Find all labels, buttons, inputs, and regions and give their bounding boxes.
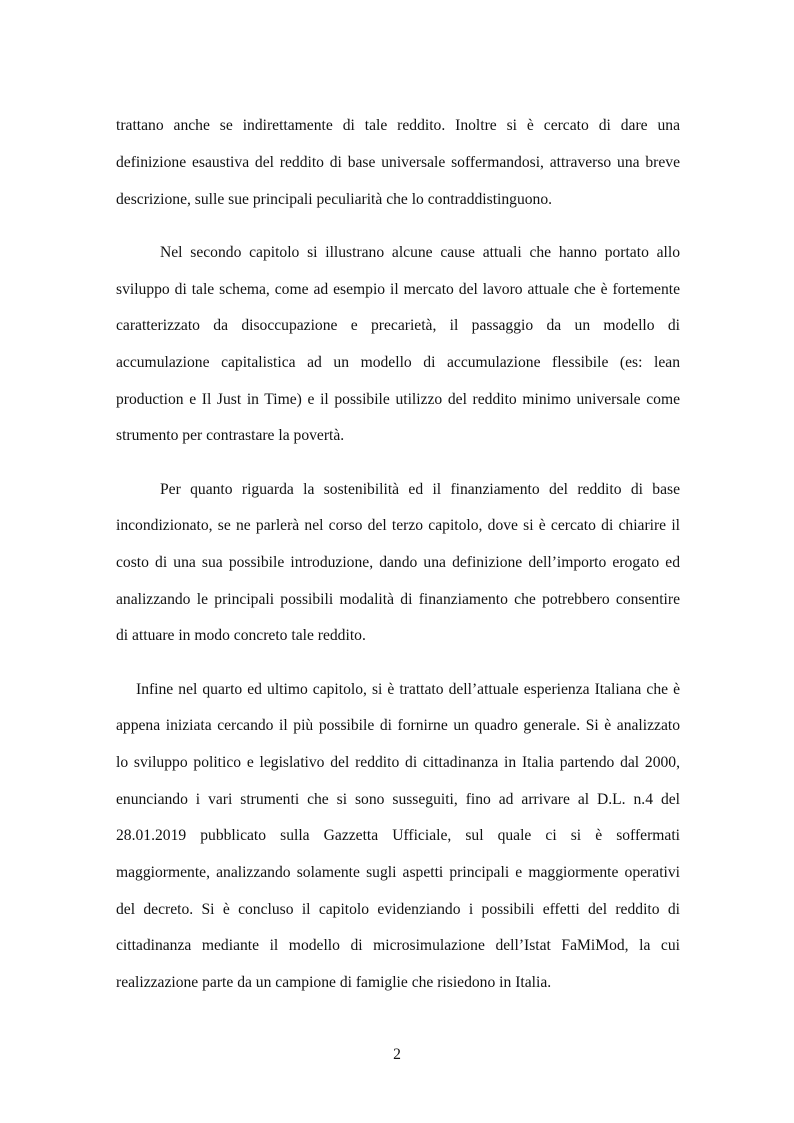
- paragraph-3-line-2: incondizionato, se ne parlerà nel corso del terzo capitolo, dove si è cercato di chiarire il: [116, 517, 680, 534]
- paragraph-2-line-5: production e Il Just in Time) e il possibile utilizzo del reddito minimo universale come: [116, 391, 680, 408]
- paragraph-1-line-1: trattano anche se indirettamente di tale reddito. Inoltre si è cercato di dare una: [116, 117, 680, 134]
- paragraph-4-line-7: del decreto. Si è concluso il capitolo evidenziando i possibili effetti del reddito di: [116, 901, 680, 918]
- paragraph-2-line-6: strumento per contrastare la povertà.: [116, 427, 345, 444]
- paragraph-3-line-1: Per quanto riguarda la sostenibilità ed il finanziamento del reddito di base: [160, 481, 680, 498]
- paragraph-4-line-4: enunciando i vari strumenti che si sono susseguiti, fino ad arrivare al D.L. n.4 del: [116, 791, 680, 808]
- paragraph-2-line-2: sviluppo di tale schema, come ad esempio il mercato del lavoro attuale che è fortemente: [116, 281, 680, 298]
- paragraph-4-line-1: Infine nel quarto ed ultimo capitolo, si è trattato dell’attuale esperienza Italiana che è: [136, 681, 680, 698]
- paragraph-4-line-6: maggiormente, analizzando solamente sugli aspetti principali e maggiormente operativi: [116, 864, 680, 881]
- paragraph-4-line-2: appena iniziata cercando il più possibile di fornirne un quadro generale. Si è analizzato: [116, 717, 680, 734]
- paragraph-4-line-8: cittadinanza mediante il modello di microsimulazione dell’Istat FaMiMod, la cui: [116, 937, 680, 954]
- page-number: 2: [393, 1046, 401, 1063]
- paragraph-3-line-3: costo di una sua possibile introduzione, dando una definizione dell’importo erogato ed: [116, 554, 680, 571]
- paragraph-4-line-5: 28.01.2019 pubblicato sulla Gazzetta Ufficiale, sul quale ci si è soffermati: [116, 827, 680, 844]
- paragraph-3-line-5: di attuare in modo concreto tale reddito.: [116, 627, 366, 644]
- paragraph-4-line-9: realizzazione parte da un campione di famiglie che risiedono in Italia.: [116, 974, 552, 991]
- paragraph-1-line-3: descrizione, sulle sue principali peculiarità che lo contraddistinguono.: [116, 191, 553, 208]
- paragraph-1-line-2: definizione esaustiva del reddito di base universale soffermandosi, attraverso una breve: [116, 154, 680, 171]
- paragraph-3-line-4: analizzando le principali possibili modalità di finanziamento che potrebbero consentire: [116, 591, 680, 608]
- paragraph-2-line-3: caratterizzato da disoccupazione e precarietà, il passaggio da un modello di: [116, 317, 680, 334]
- paragraph-2-line-4: accumulazione capitalistica ad un modello di accumulazione flessibile (es: lean: [116, 354, 680, 371]
- paragraph-4-line-3: lo sviluppo politico e legislativo del reddito di cittadinanza in Italia partendo dal 2000,: [116, 754, 680, 771]
- paragraph-2-line-1: Nel secondo capitolo si illustrano alcune cause attuali che hanno portato allo: [160, 244, 680, 261]
